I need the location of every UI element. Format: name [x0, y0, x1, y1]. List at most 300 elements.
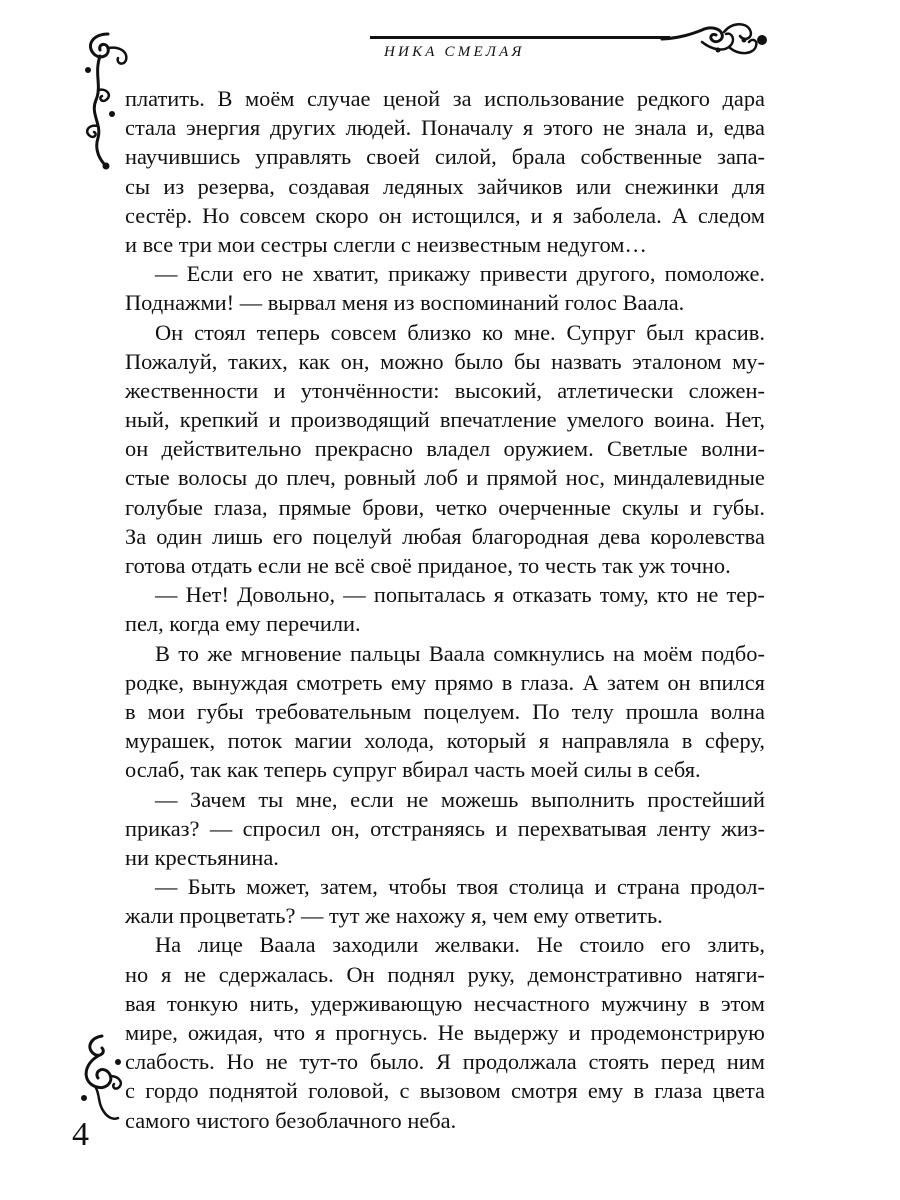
- word: можно: [380, 348, 444, 374]
- word: —: [155, 582, 178, 608]
- word: подбо-: [700, 640, 765, 666]
- word: умелого: [566, 407, 644, 433]
- word: что: [273, 1020, 306, 1045]
- word: миндалевидные: [613, 465, 765, 491]
- text-line: [125, 639, 765, 668]
- word: мне.: [513, 319, 556, 345]
- text-line-content: пел, когда ему перечили.: [125, 611, 361, 637]
- word: гордо: [145, 1078, 199, 1104]
- word: —: [343, 582, 366, 608]
- text-line: [125, 814, 765, 843]
- word: чтобы: [388, 874, 447, 900]
- word: На: [155, 932, 182, 958]
- word: ко: [482, 319, 504, 345]
- text-line-content: Поднажми! — вырвал меня из воспоминаний голос Ваала.: [125, 290, 685, 316]
- word: было.: [369, 1049, 425, 1075]
- word: хватит,: [312, 261, 379, 287]
- word: его: [660, 932, 691, 958]
- word: высокий,: [454, 377, 542, 403]
- word: тер-: [726, 582, 765, 608]
- word: злить,: [707, 932, 765, 958]
- word: прикажу: [388, 261, 471, 287]
- word: его: [242, 261, 273, 287]
- word: прогнусь.: [335, 1020, 428, 1045]
- word: я: [538, 728, 550, 754]
- word: в: [681, 728, 693, 754]
- word: собственные: [580, 144, 703, 170]
- word: выдержу: [473, 1020, 559, 1045]
- word: платить.: [125, 86, 205, 111]
- word: впечатление: [439, 407, 557, 433]
- text-line: [125, 259, 765, 288]
- word: ним: [726, 1049, 765, 1075]
- word: я: [552, 202, 563, 228]
- word: использование: [484, 86, 625, 111]
- word: В: [155, 640, 170, 666]
- word: демонстративно: [527, 961, 683, 987]
- word: я: [522, 115, 534, 141]
- word: назвать: [551, 348, 622, 374]
- text-line: [125, 113, 765, 142]
- word: других: [269, 115, 336, 141]
- word: поток: [227, 728, 283, 754]
- word: поцелуй: [312, 523, 393, 549]
- word: если: [350, 786, 394, 812]
- text-line: [125, 347, 765, 376]
- text-line: [125, 785, 765, 814]
- word: управлять: [255, 144, 352, 170]
- word: направляла: [561, 728, 670, 754]
- word: За: [125, 523, 147, 549]
- word: и: [689, 494, 702, 520]
- word: благородная: [471, 523, 589, 549]
- word: сомкнулись: [493, 640, 605, 666]
- word: ный,: [125, 407, 170, 433]
- word: нить,: [249, 990, 300, 1016]
- word: Но: [226, 1049, 254, 1075]
- word: поднятой: [208, 1078, 298, 1104]
- word: королевства: [650, 523, 765, 549]
- word: приказ?: [125, 815, 200, 841]
- word: руку,: [467, 961, 515, 987]
- word: Светлые: [607, 436, 688, 462]
- word: следом: [697, 202, 765, 228]
- word: заболела.: [572, 202, 662, 228]
- word: Он: [346, 961, 375, 987]
- word: прямые: [278, 494, 352, 520]
- word: людей.: [345, 115, 412, 141]
- text-line: [125, 726, 765, 755]
- word: Он: [155, 319, 184, 345]
- word: в: [698, 990, 710, 1016]
- word: магии: [294, 728, 352, 754]
- word: натяги-: [695, 961, 765, 987]
- word: страна: [616, 874, 680, 900]
- text-line: [125, 872, 765, 901]
- word: волни-: [701, 436, 765, 462]
- word: Но: [202, 202, 230, 228]
- word: и,: [696, 115, 714, 141]
- word: мои: [147, 698, 185, 724]
- word: стала: [125, 115, 177, 141]
- word: дара: [722, 86, 765, 111]
- word: помоложе.: [664, 261, 765, 287]
- word: до: [255, 465, 279, 491]
- word: прямо: [434, 669, 494, 695]
- word: плеч,: [286, 465, 336, 491]
- word: глаза: [654, 1078, 703, 1104]
- word: отказать: [512, 582, 592, 608]
- word: был: [646, 319, 684, 345]
- word: было: [454, 348, 504, 374]
- word: слабость.: [125, 1049, 215, 1075]
- word: его: [272, 523, 303, 549]
- word: то: [178, 640, 199, 666]
- word: он: [378, 202, 402, 228]
- word: По: [532, 698, 560, 724]
- word: в: [633, 1078, 645, 1104]
- word: ожидая,: [187, 1020, 264, 1045]
- word: спросил: [242, 815, 321, 841]
- word: А: [582, 669, 599, 695]
- word: и: [466, 465, 479, 491]
- word: вая: [125, 990, 156, 1016]
- word: и: [594, 874, 607, 900]
- word: волна: [710, 698, 765, 724]
- text-line-content: и все три мои сестры слегли с неизвестным недугом…: [125, 231, 647, 257]
- text-line: [125, 142, 765, 171]
- running-title: НИКА СМЕЛАЯ: [384, 44, 525, 60]
- text-line: [125, 463, 765, 492]
- header-rule: [370, 36, 670, 39]
- word: дева: [598, 523, 641, 549]
- text-line: [125, 434, 765, 463]
- word: близко: [407, 319, 472, 345]
- text-line-content: ни крестьянина.: [125, 844, 279, 870]
- word: красив.: [694, 319, 765, 345]
- word: за: [452, 86, 472, 111]
- word: простейший: [647, 786, 765, 812]
- word: он,: [330, 815, 360, 841]
- word: силой,: [434, 144, 497, 170]
- word: или: [576, 173, 612, 199]
- flourish-ornament-bottom-left: [76, 1032, 131, 1122]
- word: А: [671, 202, 688, 228]
- word: стоял: [194, 319, 246, 345]
- word: губы: [197, 698, 244, 724]
- word: телу: [571, 698, 614, 724]
- word: он: [667, 669, 691, 695]
- word: энергия: [186, 115, 261, 141]
- word: сложен-: [688, 377, 765, 403]
- word: не: [696, 582, 719, 608]
- word: я: [160, 961, 172, 987]
- word: ледяных: [383, 173, 464, 199]
- text-line: [125, 960, 765, 989]
- word: и: [268, 407, 281, 433]
- word: Поначалу: [421, 115, 514, 141]
- text-line: [125, 493, 765, 522]
- text-line: [125, 580, 765, 609]
- word: Довольно,: [237, 582, 336, 608]
- word: другого,: [576, 261, 656, 287]
- word: на: [612, 640, 635, 666]
- word: ровный: [344, 465, 416, 491]
- text-line: [125, 843, 765, 872]
- word: скулы: [621, 494, 679, 520]
- word: голубые: [125, 494, 203, 520]
- word: брала: [511, 144, 566, 170]
- word: очерченные: [498, 494, 611, 520]
- word: оружием.: [503, 436, 594, 462]
- word: привести: [479, 261, 568, 287]
- word: головой,: [308, 1078, 390, 1104]
- word: ленту: [657, 815, 711, 841]
- word: теперь: [256, 319, 320, 345]
- word: мужчину: [601, 990, 688, 1016]
- word: Супруг: [566, 319, 636, 345]
- word: не: [281, 261, 304, 287]
- text-line: [125, 1106, 765, 1135]
- word: губы.: [712, 494, 765, 520]
- word: цвета: [712, 1078, 765, 1104]
- word: прямой: [486, 465, 558, 491]
- word: ты: [258, 786, 284, 812]
- word: —: [155, 786, 178, 812]
- word: продолжала: [462, 1049, 577, 1075]
- word: отстраняясь: [370, 815, 485, 841]
- word: В: [217, 86, 233, 111]
- word: случае: [307, 86, 371, 111]
- word: тонкую: [166, 990, 239, 1016]
- text-line: [125, 230, 765, 259]
- word: смотреть: [296, 669, 383, 695]
- word: и: [530, 202, 543, 228]
- word: крепкий: [179, 407, 259, 433]
- word: лице: [197, 932, 243, 958]
- word: стоять: [588, 1049, 649, 1075]
- word: и: [568, 1020, 581, 1045]
- text-line-content: готова отдать если не всё своё приданое, то честь так уж точно.: [125, 553, 731, 578]
- word: пальцы: [349, 640, 421, 666]
- word: жиз-: [721, 815, 765, 841]
- text-line: [125, 1018, 765, 1047]
- word: му-: [732, 348, 765, 374]
- word: в: [125, 698, 136, 724]
- word: стоило: [579, 932, 645, 958]
- word: лишь: [212, 523, 263, 549]
- word: несчастного: [473, 990, 590, 1016]
- word: Ваала: [259, 932, 316, 958]
- word: жественности: [125, 377, 259, 403]
- word: же: [207, 640, 233, 666]
- word: один: [156, 523, 203, 549]
- word: я: [493, 582, 505, 608]
- word: можешь: [440, 786, 519, 812]
- word: твоя: [456, 874, 499, 900]
- word: я: [315, 1020, 326, 1045]
- page-number: 4: [72, 1116, 89, 1153]
- word: не: [184, 961, 206, 987]
- word: едва: [723, 115, 765, 141]
- word: воина.: [653, 407, 716, 433]
- word: поцелуем.: [423, 698, 521, 724]
- word: ему: [390, 669, 427, 695]
- word: смотря: [510, 1078, 578, 1104]
- word: моём: [244, 86, 295, 111]
- word: атлетически: [557, 377, 674, 403]
- word: с: [125, 1078, 135, 1104]
- word: Нет,: [725, 407, 765, 433]
- text-line: [125, 84, 765, 113]
- word: впился: [699, 669, 765, 695]
- word: совсем: [239, 202, 306, 228]
- word: Ваала: [428, 640, 485, 666]
- word: любая: [402, 523, 462, 549]
- text-line: [125, 930, 765, 959]
- word: который: [446, 728, 527, 754]
- word: снежинки: [624, 173, 719, 199]
- word: бы: [513, 348, 541, 374]
- text-line: [125, 1047, 765, 1076]
- word: истощился,: [411, 202, 521, 228]
- word: этом: [720, 990, 765, 1016]
- word: владел: [426, 436, 491, 462]
- word: создавая: [288, 173, 370, 199]
- word: в: [501, 669, 513, 695]
- word: родке,: [125, 669, 184, 695]
- word: как: [298, 348, 330, 374]
- word: волосы: [177, 465, 248, 491]
- word: заходили: [332, 932, 419, 958]
- word: мгновение: [240, 640, 342, 666]
- word: прекрасно: [314, 436, 413, 462]
- word: сы: [125, 173, 150, 199]
- word: мурашек,: [125, 728, 216, 754]
- word: скоро: [315, 202, 369, 228]
- text-line-content: самого чистого безоблачного неба.: [125, 1107, 457, 1133]
- text-line: [125, 288, 765, 317]
- text-line: [125, 172, 765, 201]
- word: —: [155, 874, 178, 900]
- word: Пожалуй,: [125, 348, 218, 374]
- word: Нет!: [185, 582, 229, 608]
- word: сдержалась.: [218, 961, 334, 987]
- word: затем: [607, 669, 660, 695]
- word: для: [732, 173, 765, 199]
- word: действительно: [161, 436, 302, 462]
- word: желваки.: [435, 932, 520, 958]
- word: Не: [536, 932, 563, 958]
- word: столица: [508, 874, 585, 900]
- word: не: [406, 786, 429, 812]
- word: ценой: [383, 86, 441, 111]
- word: знала: [634, 115, 687, 141]
- text-line: [125, 551, 765, 580]
- word: таких,: [228, 348, 288, 374]
- word: брови,: [362, 494, 425, 520]
- word: перехватывая: [517, 815, 647, 841]
- word: и: [495, 815, 508, 841]
- word: мире,: [125, 1020, 178, 1045]
- word: требовательным: [255, 698, 412, 724]
- text-line-content: жали процветать? — тут же нахожу я, чем ему ответить.: [125, 903, 663, 929]
- text-line: [125, 376, 765, 405]
- text-line: [125, 201, 765, 230]
- word: редкого: [636, 86, 710, 111]
- word: продемонстрирую: [590, 1020, 765, 1045]
- word: он,: [340, 348, 370, 374]
- word: зайчиков: [477, 173, 563, 199]
- word: утончённости:: [300, 377, 440, 403]
- text-line: [125, 318, 765, 347]
- word: перед: [660, 1049, 715, 1075]
- word: попыталась: [373, 582, 486, 608]
- word: сестёр.: [125, 202, 193, 228]
- word: Быть: [187, 874, 236, 900]
- word: Я: [436, 1049, 451, 1075]
- word: мне,: [295, 786, 338, 812]
- word: глаза,: [214, 494, 268, 520]
- word: этого: [542, 115, 594, 141]
- body-text: [125, 84, 765, 1135]
- word: выполнить: [530, 786, 635, 812]
- text-line: [125, 609, 765, 638]
- word: и: [273, 377, 286, 403]
- word: прошла: [625, 698, 699, 724]
- word: своей: [366, 144, 420, 170]
- text-line: [125, 522, 765, 551]
- word: из: [163, 173, 185, 199]
- text-line: [125, 901, 765, 930]
- word: тому,: [599, 582, 649, 608]
- word: холода,: [364, 728, 435, 754]
- text-line: [125, 697, 765, 726]
- word: Если: [186, 261, 234, 287]
- word: производящий: [290, 407, 430, 433]
- word: может,: [246, 874, 310, 900]
- word: четко: [435, 494, 488, 520]
- word: вызовом: [419, 1078, 501, 1104]
- word: ему: [587, 1078, 624, 1104]
- word: Не: [437, 1020, 464, 1045]
- word: стые: [125, 465, 170, 491]
- word: с: [399, 1078, 410, 1104]
- word: Зачем: [190, 786, 246, 812]
- word: продол-: [690, 874, 765, 900]
- flourish-ornament-top-right: [660, 20, 770, 62]
- text-line: [125, 405, 765, 434]
- word: но: [125, 961, 149, 987]
- word: не: [265, 1049, 288, 1075]
- word: —: [209, 815, 233, 841]
- word: совсем: [330, 319, 397, 345]
- word: —: [155, 261, 178, 287]
- word: поднял: [387, 961, 455, 987]
- word: эталоном: [632, 348, 722, 374]
- word: резерва,: [197, 173, 275, 199]
- word: моём: [643, 640, 693, 666]
- word: лоб: [424, 465, 459, 491]
- word: не: [602, 115, 625, 141]
- word: нос,: [565, 465, 605, 491]
- word: запа-: [717, 144, 765, 170]
- word: вынуждая: [192, 669, 288, 695]
- word: он: [125, 436, 149, 462]
- word: затем,: [320, 874, 378, 900]
- word: кто: [656, 582, 689, 608]
- word: тут-то: [299, 1049, 359, 1075]
